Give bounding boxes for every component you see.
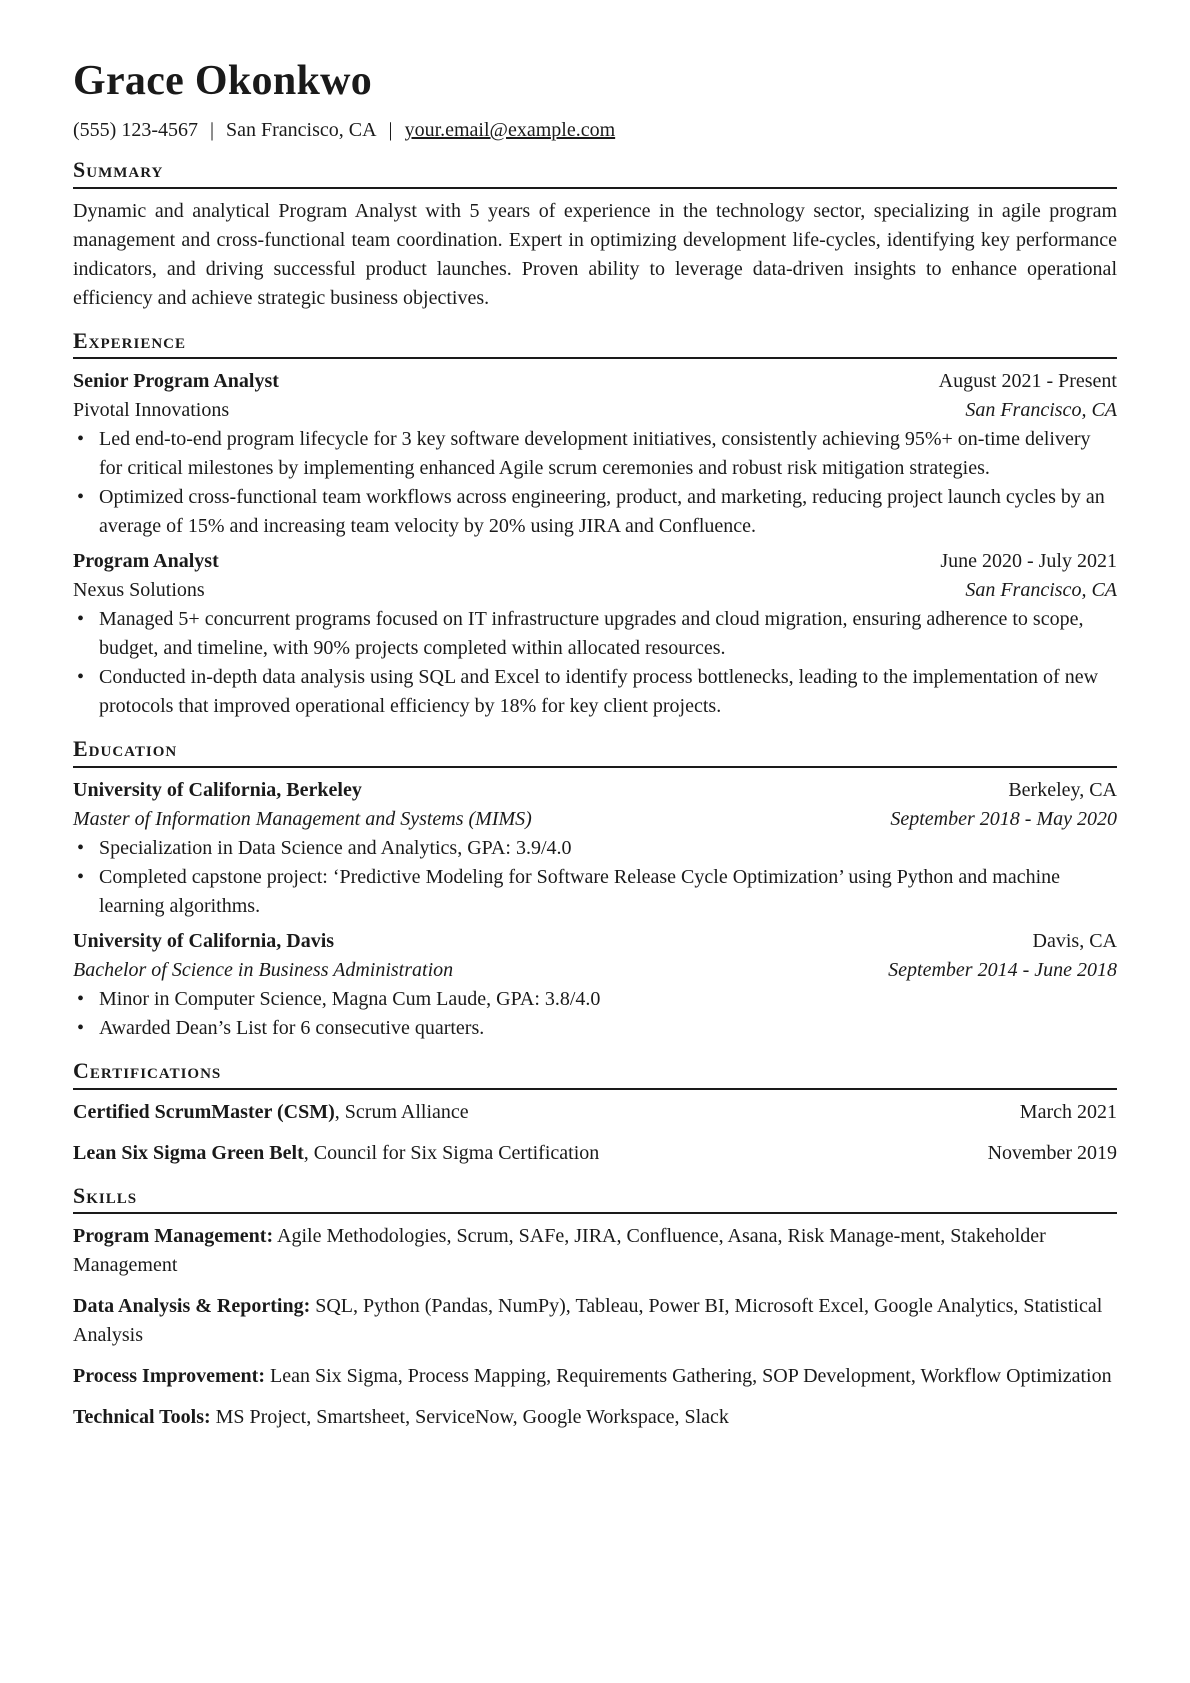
section-title-skills: Skills <box>73 1182 1117 1215</box>
skill-value: Lean Six Sigma, Process Mapping, Requirements Gathering, SOP Development, Workflow Optimization <box>265 1365 1112 1388</box>
email-link[interactable]: your.email@example.com <box>404 119 616 142</box>
summary-text: Dynamic and analytical Program Analyst with 5 years of experience in the technology sector, specializing in agile program management and cross-functional team coordination. Expert in optimizing development life-cycles, identifying key performance indicators, and driving successful product launches. Proven ability to leverage data-driven insights to enhance operational efficiency and achieve strategic business objectives. <box>73 199 1117 309</box>
location: San Francisco, CA <box>226 119 377 142</box>
list-item: • Awarded Dean’s List for 6 consecutive quarters. <box>99 1014 1117 1043</box>
job-dates: June 2020 - July 2021 <box>940 550 1117 573</box>
degree: Bachelor of Science in Business Administration <box>73 958 454 981</box>
school-bullets <box>73 834 1117 921</box>
list-item: • Led end-to-end program lifecycle for 3 key software development initiatives, consistently achieving 95%+ on-time delivery for critical milestones by implementing enhanced Agile scrum ceremonies and robust risk mitigation strategies. <box>99 425 1117 483</box>
phone-number: (555) 123-4567 <box>73 119 198 142</box>
school-name: University of California, Davis <box>73 929 335 952</box>
section-title-summary: Summary <box>73 156 1117 189</box>
education-section <box>73 735 1117 1043</box>
certification-issuer: , Scrum Alliance <box>334 1100 469 1123</box>
list-item: • Optimized cross-functional team workflows across engineering, product, and marketing, reducing project launch cycles by an average of 15% and increasing team velocity by 20% using JIRA and Confluence. <box>99 483 1117 541</box>
summary-section <box>73 156 1117 313</box>
certification-date: November 2019 <box>987 1141 1117 1164</box>
school-location: Davis, CA <box>1032 929 1117 952</box>
school-location: Berkeley, CA <box>1008 778 1117 801</box>
list-item: • Completed capstone project: ‘Predictive Modeling for Software Release Cycle Optimization’ using Python and machine learning algorithms. <box>99 863 1117 921</box>
list-item: • Specialization in Data Science and Analytics, GPA: 3.9/4.0 <box>99 834 1117 863</box>
school-dates: September 2014 - June 2018 <box>888 958 1117 981</box>
section-title-experience: Experience <box>73 327 1117 360</box>
job-bullets <box>73 605 1117 721</box>
list-item: • Minor in Computer Science, Magna Cum Laude, GPA: 3.8/4.0 <box>99 985 1117 1014</box>
skill-label: Program Management: <box>73 1225 274 1248</box>
job-location: San Francisco, CA <box>965 579 1117 602</box>
school-dates: September 2018 - May 2020 <box>890 807 1117 830</box>
certification-issuer: , Council for Six Sigma Certification <box>303 1141 600 1164</box>
contact-line <box>73 118 1117 142</box>
certification-name: Certified ScrumMaster (CSM) <box>73 1100 335 1123</box>
school-entry <box>73 776 1117 921</box>
school-bullets <box>73 985 1117 1043</box>
job-location: San Francisco, CA <box>965 399 1117 422</box>
contact-separator: | <box>388 119 393 142</box>
list-item: • Managed 5+ concurrent programs focused on IT infrastructure upgrades and cloud migration, ensuring adherence to scope, budget, and timeline, with 90% projects completed within allocated resources. <box>99 605 1117 663</box>
skills-section <box>73 1182 1117 1433</box>
job-dates: August 2021 - Present <box>938 370 1117 393</box>
job-bullets <box>73 425 1117 541</box>
skill-row <box>73 1362 1117 1391</box>
certification-date: March 2021 <box>1019 1100 1117 1123</box>
school-name: University of California, Berkeley <box>73 778 362 801</box>
certification-row <box>73 1098 1117 1127</box>
skill-label: Process Improvement: <box>73 1365 265 1388</box>
job-role: Senior Program Analyst <box>73 370 279 393</box>
skill-value: MS Project, Smartsheet, ServiceNow, Google Workspace, Slack <box>210 1406 729 1429</box>
certification-row <box>73 1139 1117 1168</box>
skill-value: SQL, Python (Pandas, NumPy), Tableau, Power BI, Microsoft Excel, Google Analytics, Statistical Analysis <box>73 1295 1103 1347</box>
degree: Master of Information Management and Systems (MIMS) <box>73 807 532 830</box>
skill-row <box>73 1222 1117 1280</box>
skill-label: Data Analysis & Reporting: <box>73 1295 311 1318</box>
job-entry <box>73 367 1117 541</box>
skill-value: Agile Methodologies, Scrum, SAFe, JIRA, Confluence, Asana, Risk Manage-ment, Stakeholder Management <box>73 1225 1046 1277</box>
list-item: • Conducted in-depth data analysis using SQL and Excel to identify process bottlenecks, leading to the implementation of new protocols that improved operational efficiency by 18% for key client projects. <box>99 663 1117 721</box>
skill-row <box>73 1403 1117 1432</box>
section-title-certifications: Certifications <box>73 1057 1117 1090</box>
job-entry <box>73 547 1117 721</box>
skill-label: Technical Tools: <box>73 1406 211 1429</box>
job-role: Program Analyst <box>73 550 219 573</box>
school-entry <box>73 927 1117 1043</box>
candidate-name: Grace Okonkwo <box>73 58 373 104</box>
experience-section <box>73 327 1117 722</box>
job-company: Pivotal Innovations <box>73 399 230 422</box>
certifications-section <box>73 1057 1117 1168</box>
skill-row <box>73 1292 1117 1350</box>
section-title-education: Education <box>73 735 1117 768</box>
contact-separator: | <box>209 119 214 142</box>
job-company: Nexus Solutions <box>73 579 205 602</box>
certification-name: Lean Six Sigma Green Belt <box>73 1141 304 1164</box>
